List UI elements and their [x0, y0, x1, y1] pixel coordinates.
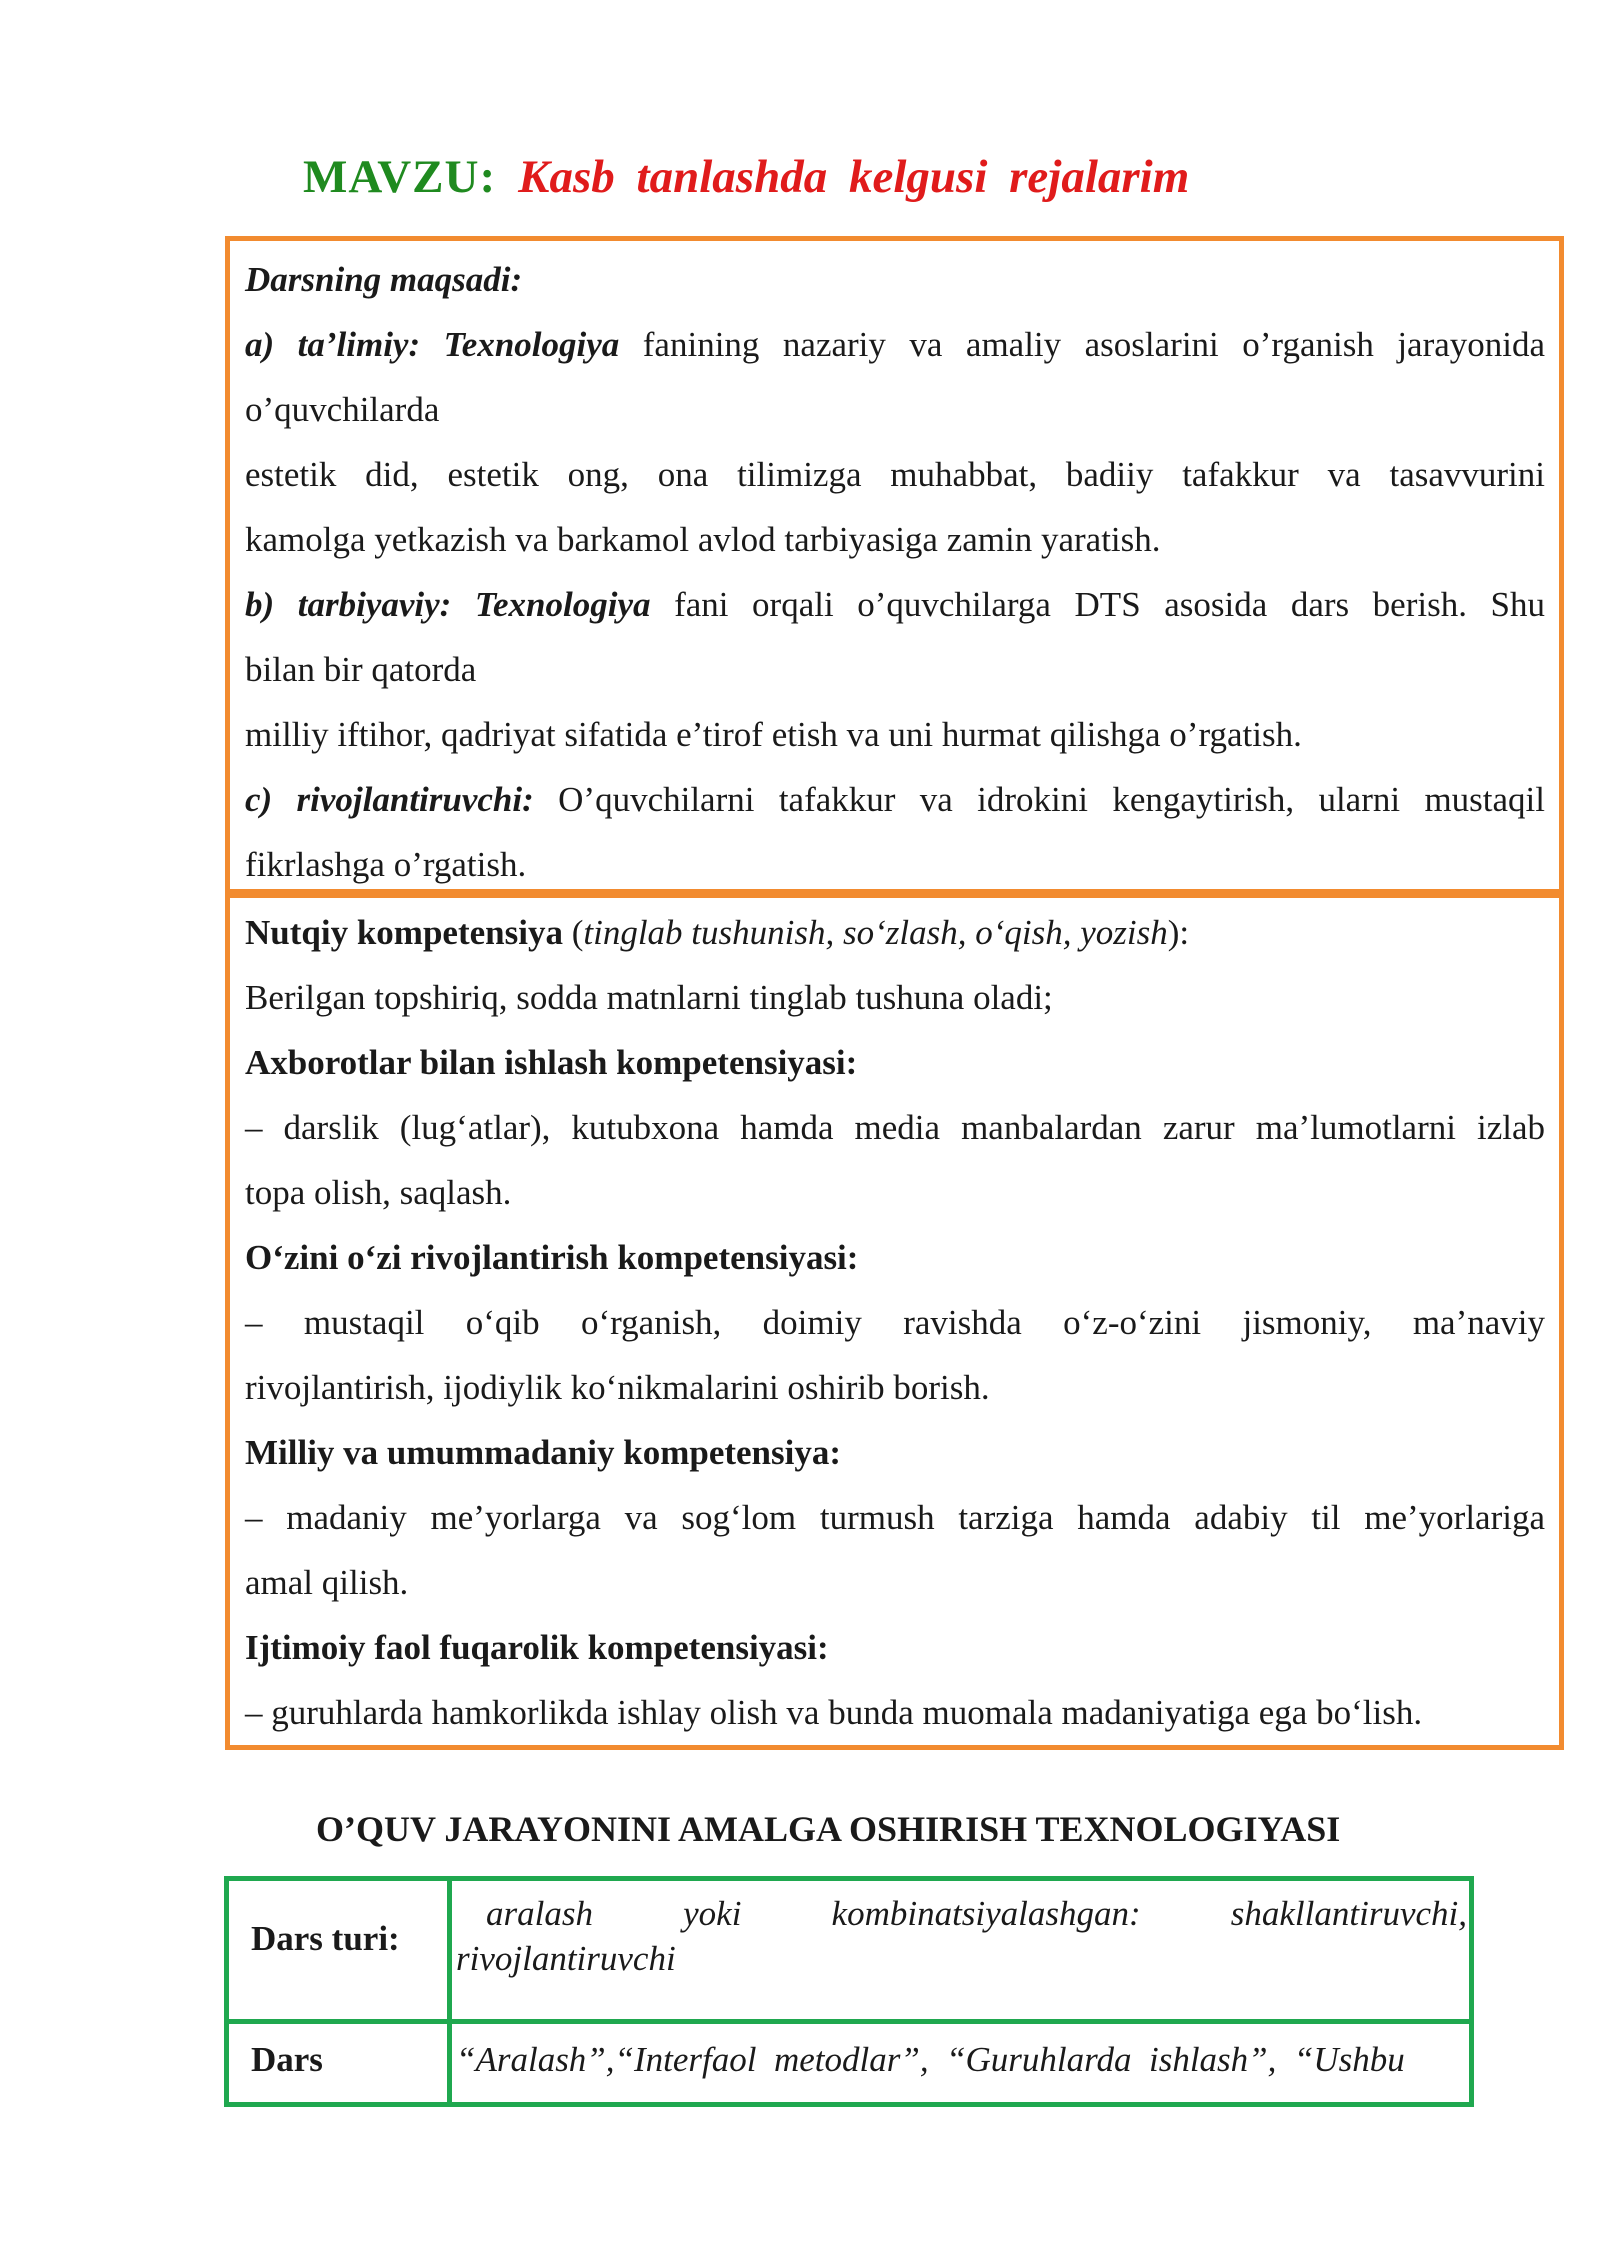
competency-culture-title: Milliy va umummadaniy kompetensiya:: [245, 1433, 842, 1472]
page-title: [303, 150, 1189, 204]
table-value-lesson: [450, 2022, 1472, 2105]
goal-b-subject: Texnologiya: [474, 585, 651, 624]
goal-c-label: c) rivojlantiruvchi:: [245, 780, 534, 819]
table-row: [227, 2022, 1472, 2105]
goal-b-label: b) tarbiyaviy:: [245, 585, 452, 624]
goal-a-line3: estetik did, estetik ong, ona tilimizga muhabbat, badiiy tafakkur va tasavvurini: [245, 455, 1545, 494]
goals-heading: Darsning maqsadi:: [245, 260, 523, 299]
paren-close: ):: [1167, 913, 1190, 952]
competency-speech-text: Berilgan topshiriq, sodda matnlarni tinglab tushuna oladi;: [245, 978, 1053, 1017]
section-title: O’QUV JARAYONINI AMALGA OSHIRISH TEXNOLOGIYASI: [316, 1809, 1341, 1849]
goal-a-label: a) ta’limiy:: [245, 325, 421, 364]
goal-a-line2: o’quvchilarda: [245, 390, 440, 429]
table-row: [227, 1879, 1472, 2022]
goal-b-line3: milliy iftihor, qadriyat sifatida e’tirof etish va uni hurmat qilishga o’rgatish.: [245, 715, 1302, 754]
goal-a-text1: fanining nazariy va amaliy asoslarini o’rganish jarayonida: [642, 325, 1546, 364]
goal-a-line1: [245, 312, 1545, 377]
competency-info-text2: topa olish, saqlash.: [245, 1173, 512, 1212]
title-label: MAVZU:: [303, 151, 497, 203]
paren-open: (: [571, 913, 584, 952]
competency-self-text2: rivojlantirish, ijodiylik ko‘nikmalarini oshirib borish.: [245, 1368, 990, 1407]
goal-a-subject: Texnologiya: [443, 325, 620, 364]
competency-self-text1: – mustaqil o‘qib o‘rganish, doimiy ravishda o‘z-o‘zini jismoniy, ma’naviy: [245, 1303, 1545, 1342]
goal-b-text1: fani orqali o’quvchilarga DTS asosida dars berish. Shu: [674, 585, 1545, 624]
competency-speech-sub: tinglab tushunish, so‘zlash, o‘qish, yozish: [583, 913, 1168, 952]
goal-a-line4: kamolga yetkazish va barkamol avlod tarbiyasiga zamin yaratish.: [245, 520, 1161, 559]
goal-b-line1: [245, 572, 1545, 637]
lesson-type-line2: rivojlantiruvchi: [456, 1939, 676, 1978]
lesson-goals-box: [225, 236, 1564, 894]
title-topic: Kasb tanlashda kelgusi rejalarim: [518, 151, 1190, 203]
competency-speech-heading: [245, 900, 1545, 965]
lesson-technology-table: [224, 1876, 1474, 2107]
competency-info-title: Axborotlar bilan ishlash kompetensiyasi:: [245, 1043, 858, 1082]
table-label-lesson-type: Dars turi:: [227, 1879, 450, 2022]
table-label-lesson: Dars: [227, 2022, 450, 2105]
competency-culture-text1: – madaniy me’yorlarga va sog‘lom turmush tarziga hamda adabiy til me’yorlariga: [245, 1498, 1545, 1537]
competency-speech-title: Nutqiy kompetensiya: [245, 913, 563, 952]
lesson-methods-line: “Aralash”,“Interfaol metodlar”, “Guruhlarda ishlash”, “Ushbu: [456, 2040, 1405, 2079]
competency-culture-text2: amal qilish.: [245, 1563, 409, 1602]
competency-civic-text: – guruhlarda hamkorlikda ishlay olish va bunda muomala madaniyatiga ega bo‘lish.: [245, 1693, 1423, 1732]
goal-b-line2: bilan bir qatorda: [245, 650, 477, 689]
competency-info-text1: – darslik (lug‘atlar), kutubxona hamda media manbalardan zarur ma’lumotlarni izlab: [245, 1108, 1545, 1147]
goal-c-line1: [245, 767, 1545, 832]
goal-c-text1: O’quvchilarni tafakkur va idrokini kengaytirish, ularni mustaqil: [558, 780, 1545, 819]
table-value-lesson-type: [450, 1879, 1472, 2022]
lesson-type-line1: aralash yoki kombinatsiyalashgan: shakllantiruvchi,: [456, 1894, 1467, 1933]
competencies-box: [225, 893, 1564, 1750]
competency-civic-title: Ijtimoiy faol fuqarolik kompetensiyasi:: [245, 1628, 829, 1667]
goal-c-line2: fikrlashga o’rgatish.: [245, 845, 527, 884]
competency-self-title: O‘zini o‘zi rivojlantirish kompetensiyasi:: [245, 1238, 859, 1277]
